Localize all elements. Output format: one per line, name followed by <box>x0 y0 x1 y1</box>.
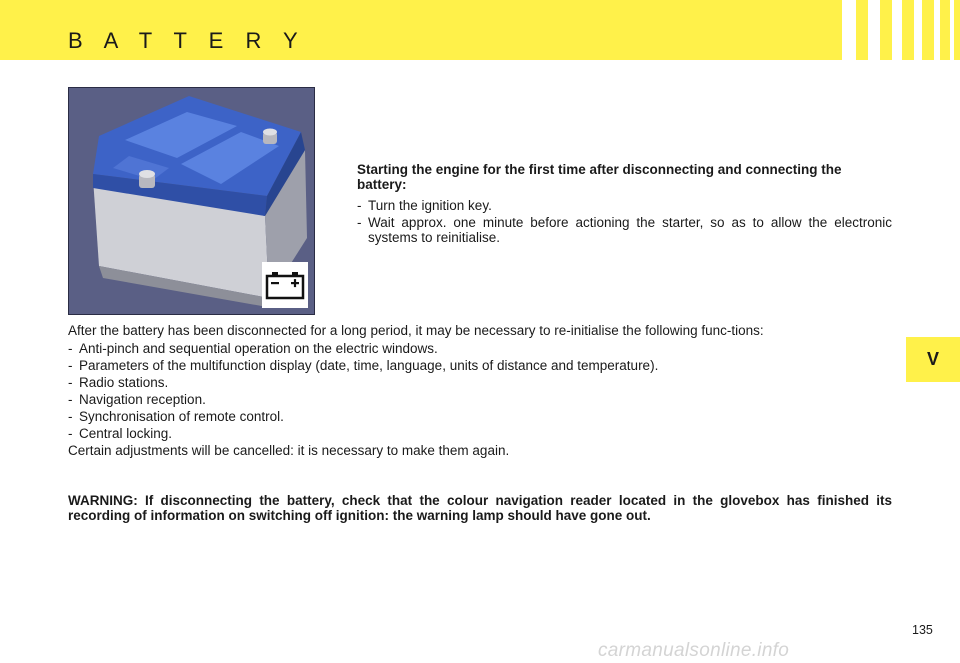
page-number: 135 <box>912 623 933 637</box>
list-item: - Parameters of the multifunction display (date, time, language, units of distance and temperature). <box>68 358 892 373</box>
list-item: - Synchronisation of remote control. <box>68 409 892 424</box>
list-item: - Navigation reception. <box>68 392 892 407</box>
list-item: - Anti-pinch and sequential operation on the electric windows. <box>68 341 892 356</box>
section-tab[interactable]: V <box>906 337 960 382</box>
reinit-intro: After the battery has been disconnected for a long period, it may be necessary to re-initialise the following func-tions: <box>68 323 764 338</box>
starting-list <box>357 198 892 245</box>
page-title: B A T T E R Y <box>68 28 306 53</box>
header-stripes <box>838 0 960 60</box>
reinit-list <box>68 341 892 441</box>
starting-heading: Starting the engine for the first time after disconnecting and connecting the battery: <box>357 162 842 192</box>
watermark: carmanualsonline.info <box>598 640 790 661</box>
list-item: - Wait approx. one minute before actioning the starter, so as to allow the electronic systems to reinitialise. <box>357 215 892 245</box>
list-item: - Central locking. <box>68 426 892 441</box>
list-item: - Radio stations. <box>68 375 892 390</box>
page-header <box>0 0 960 60</box>
starting-engine-section <box>357 162 892 247</box>
list-item: - Turn the ignition key. <box>357 198 892 213</box>
reinit-outro: Certain adjustments will be cancelled: it is necessary to make them again. <box>68 443 510 458</box>
reinitialise-section <box>68 323 892 461</box>
warning-text: WARNING: If disconnecting the battery, check that the colour navigation reader located in the glovebox has finished its recording of information on switching off ignition: the warning lamp should have gone out. <box>68 493 892 523</box>
battery-warning-icon <box>262 262 308 308</box>
